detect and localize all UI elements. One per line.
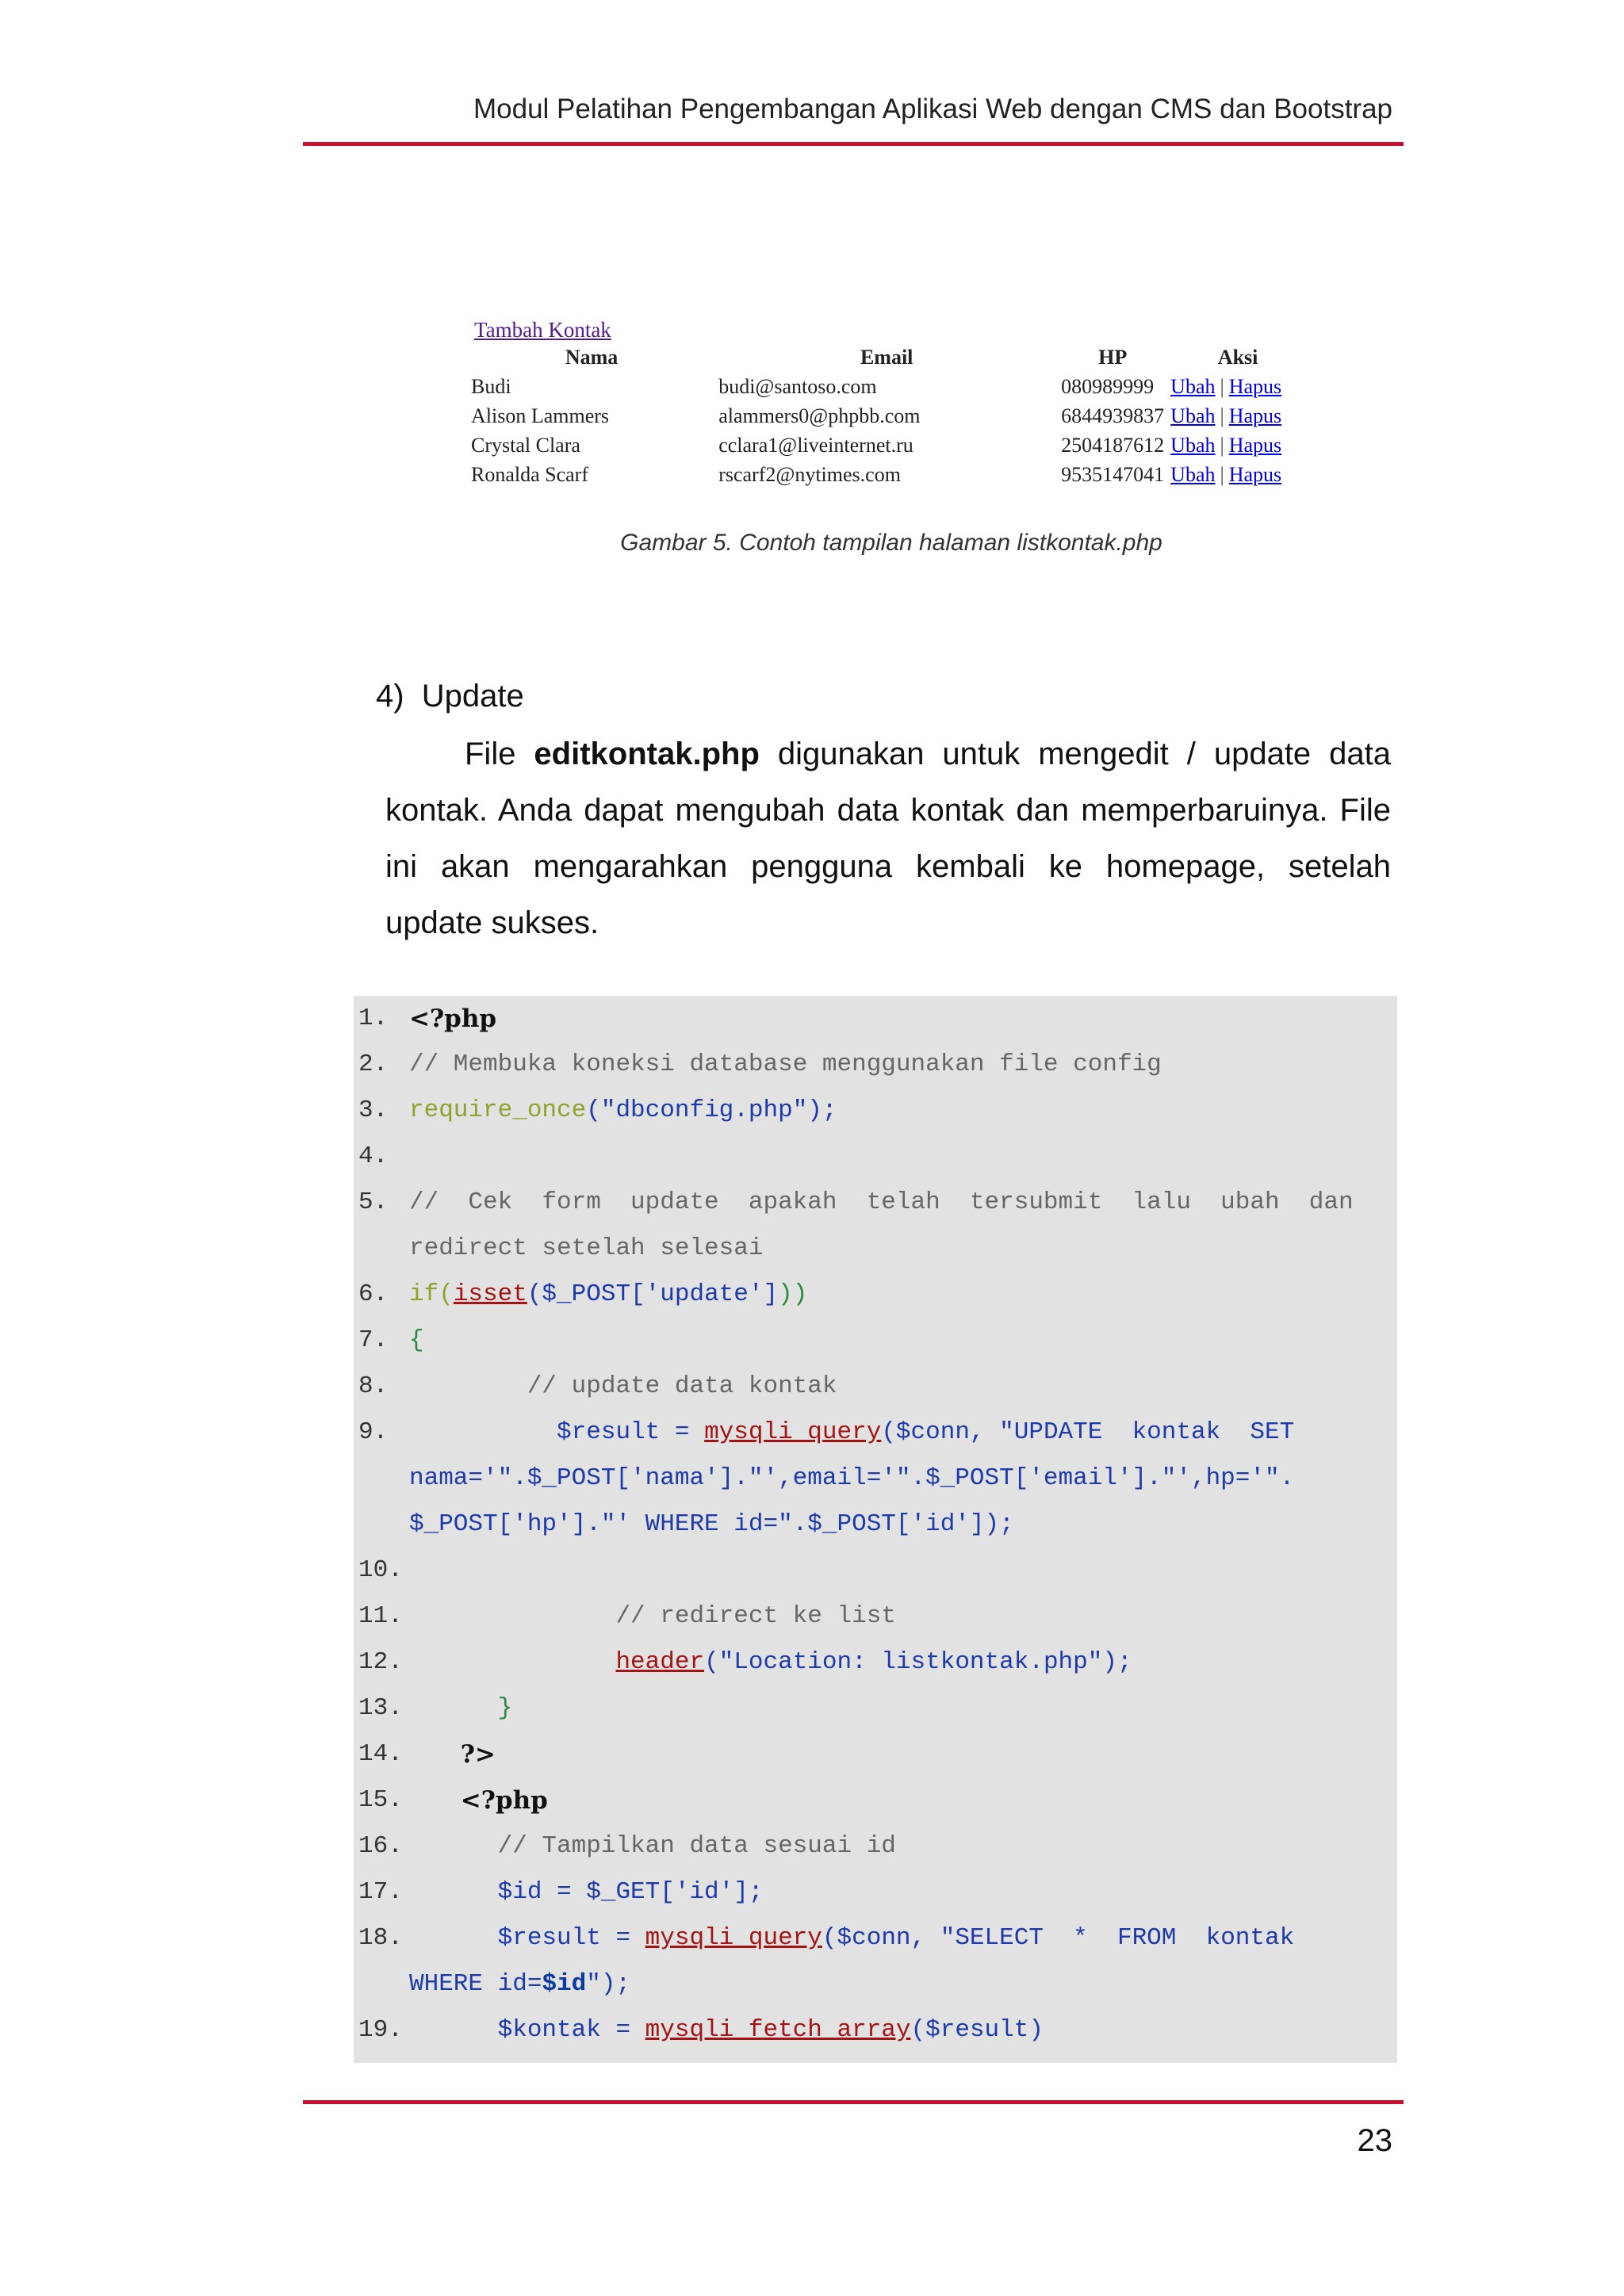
delete-link[interactable]: Hapus xyxy=(1228,404,1282,427)
line-number: 18. xyxy=(358,1924,403,1952)
action-separator: | xyxy=(1220,462,1224,486)
running-header: Modul Pelatihan Pengembangan Aplikasi Web dengan CMS dan Bootstrap xyxy=(473,94,1392,124)
cell-hp: 6844939837 xyxy=(1061,404,1165,427)
code-line: <?php xyxy=(409,1004,497,1033)
edit-link[interactable]: Ubah xyxy=(1170,433,1216,457)
code-line: // redirect ke list xyxy=(409,1602,896,1630)
code-line: } xyxy=(409,1694,513,1722)
cell-aksi xyxy=(1167,401,1308,430)
action-separator: | xyxy=(1220,404,1224,427)
edit-link[interactable]: Ubah xyxy=(1170,404,1216,427)
cell-aksi xyxy=(1167,372,1308,401)
line-number: 16. xyxy=(358,1832,403,1860)
line-number: 19. xyxy=(358,2016,403,2044)
line-number: 13. xyxy=(358,1694,403,1722)
delete-link[interactable]: Hapus xyxy=(1228,374,1282,398)
code-line: // update data kontak xyxy=(409,1372,837,1400)
code-line: { xyxy=(409,1326,424,1354)
code-block xyxy=(354,996,1397,2063)
add-contact-link[interactable]: Tambah Kontak xyxy=(474,318,611,342)
cell-email: budi@santoso.com xyxy=(718,374,877,398)
cell-email: rscarf2@nytimes.com xyxy=(718,462,901,486)
line-number: 15. xyxy=(358,1786,403,1814)
cell-aksi xyxy=(1167,460,1308,489)
cell-name: Budi xyxy=(471,374,511,398)
code-line: $result = mysqli_query($conn, "SELECT * FROM kontak xyxy=(409,1924,1295,1952)
header-rule xyxy=(303,142,1404,146)
column-header-name: Nama xyxy=(565,346,619,369)
code-line: require_once("dbconfig.php"); xyxy=(409,1096,837,1124)
code-line: $id = $_GET['id']; xyxy=(409,1878,764,1906)
column-header-email: Email xyxy=(860,346,914,369)
line-number: 10. xyxy=(358,1556,403,1584)
code-line: $_POST['hp']."' WHERE id=".$_POST['id']); xyxy=(409,1510,1014,1538)
line-number: 2. xyxy=(358,1050,389,1078)
line-number: 4. xyxy=(358,1142,389,1170)
code-line: // Tampilkan data sesuai id xyxy=(409,1832,896,1860)
filename-bold: editkontak.php xyxy=(534,737,760,771)
table-row xyxy=(468,372,1308,401)
table-header-row xyxy=(468,343,1308,372)
cell-aksi xyxy=(1167,430,1308,460)
line-number: 7. xyxy=(358,1326,389,1354)
cell-email: alammers0@phpbb.com xyxy=(718,404,921,427)
code-line: <?php xyxy=(409,1786,548,1815)
code-line: nama='".$_POST['nama']."',email='".$_POST['email']."',hp='". xyxy=(409,1464,1295,1492)
paragraph-text-end: digunakan untuk mengedit / update data kontak. Anda dapat mengubah data kontak dan memperbaruinya. File ini akan mengarahkan pengguna kembali ke homepage, setelah update sukses. xyxy=(385,737,1391,940)
action-separator: | xyxy=(1220,374,1224,398)
cell-name: Crystal Clara xyxy=(471,433,580,457)
code-line: // Cek form update apakah telah tersubmit lalu ubah dan xyxy=(409,1188,1354,1216)
edit-link[interactable]: Ubah xyxy=(1170,374,1216,398)
line-number: 11. xyxy=(358,1602,403,1630)
delete-link[interactable]: Hapus xyxy=(1228,462,1282,486)
footer-rule xyxy=(303,2100,1404,2104)
edit-link[interactable]: Ubah xyxy=(1170,462,1216,486)
table-row xyxy=(468,401,1308,430)
section-heading: 4) Update xyxy=(376,679,524,714)
code-line: if(isset($_POST['update'])) xyxy=(409,1280,808,1308)
contact-table xyxy=(468,343,1308,489)
delete-link[interactable]: Hapus xyxy=(1228,433,1282,457)
code-line: $result = mysqli_query($conn, "UPDATE kontak SET xyxy=(409,1418,1295,1446)
line-number: 9. xyxy=(358,1418,389,1446)
cell-name: Ronalda Scarf xyxy=(471,462,589,486)
code-line: // Membuka koneksi database menggunakan file config xyxy=(409,1050,1162,1078)
line-number: 17. xyxy=(358,1878,403,1906)
code-line: header("Location: listkontak.php"); xyxy=(615,1648,1132,1676)
figure-caption: Gambar 5. Contoh tampilan halaman listkontak.php xyxy=(620,530,1162,556)
action-separator: | xyxy=(1220,433,1224,457)
line-number: 14. xyxy=(358,1740,403,1768)
table-row xyxy=(468,460,1308,489)
code-line: WHERE id=$id"); xyxy=(409,1970,631,1998)
cell-name: Alison Lammers xyxy=(471,404,610,427)
table-row xyxy=(468,430,1308,460)
line-number: 8. xyxy=(358,1372,389,1400)
cell-email: cclara1@liveinternet.ru xyxy=(718,433,914,457)
line-number: 5. xyxy=(358,1188,389,1216)
listkontak-screenshot xyxy=(468,312,1308,502)
line-number: 12. xyxy=(358,1648,403,1676)
line-number: 6. xyxy=(358,1280,389,1308)
column-header-hp: HP xyxy=(1098,346,1128,369)
body-paragraph xyxy=(385,726,1391,951)
paragraph-text-start: File xyxy=(465,737,534,771)
cell-hp: 9535147041 xyxy=(1061,462,1165,486)
line-number: 3. xyxy=(358,1096,389,1124)
line-number: 1. xyxy=(358,1004,389,1032)
code-line: $kontak = mysqli_fetch_array($result) xyxy=(409,2016,1044,2044)
code-line: ?> xyxy=(409,1740,496,1769)
code-line: redirect setelah selesai xyxy=(409,1234,764,1262)
cell-hp: 080989999 xyxy=(1061,374,1155,398)
cell-hp: 2504187612 xyxy=(1061,433,1165,457)
column-header-aksi: Aksi xyxy=(1217,346,1258,369)
page-number: 23 xyxy=(1357,2123,1392,2158)
